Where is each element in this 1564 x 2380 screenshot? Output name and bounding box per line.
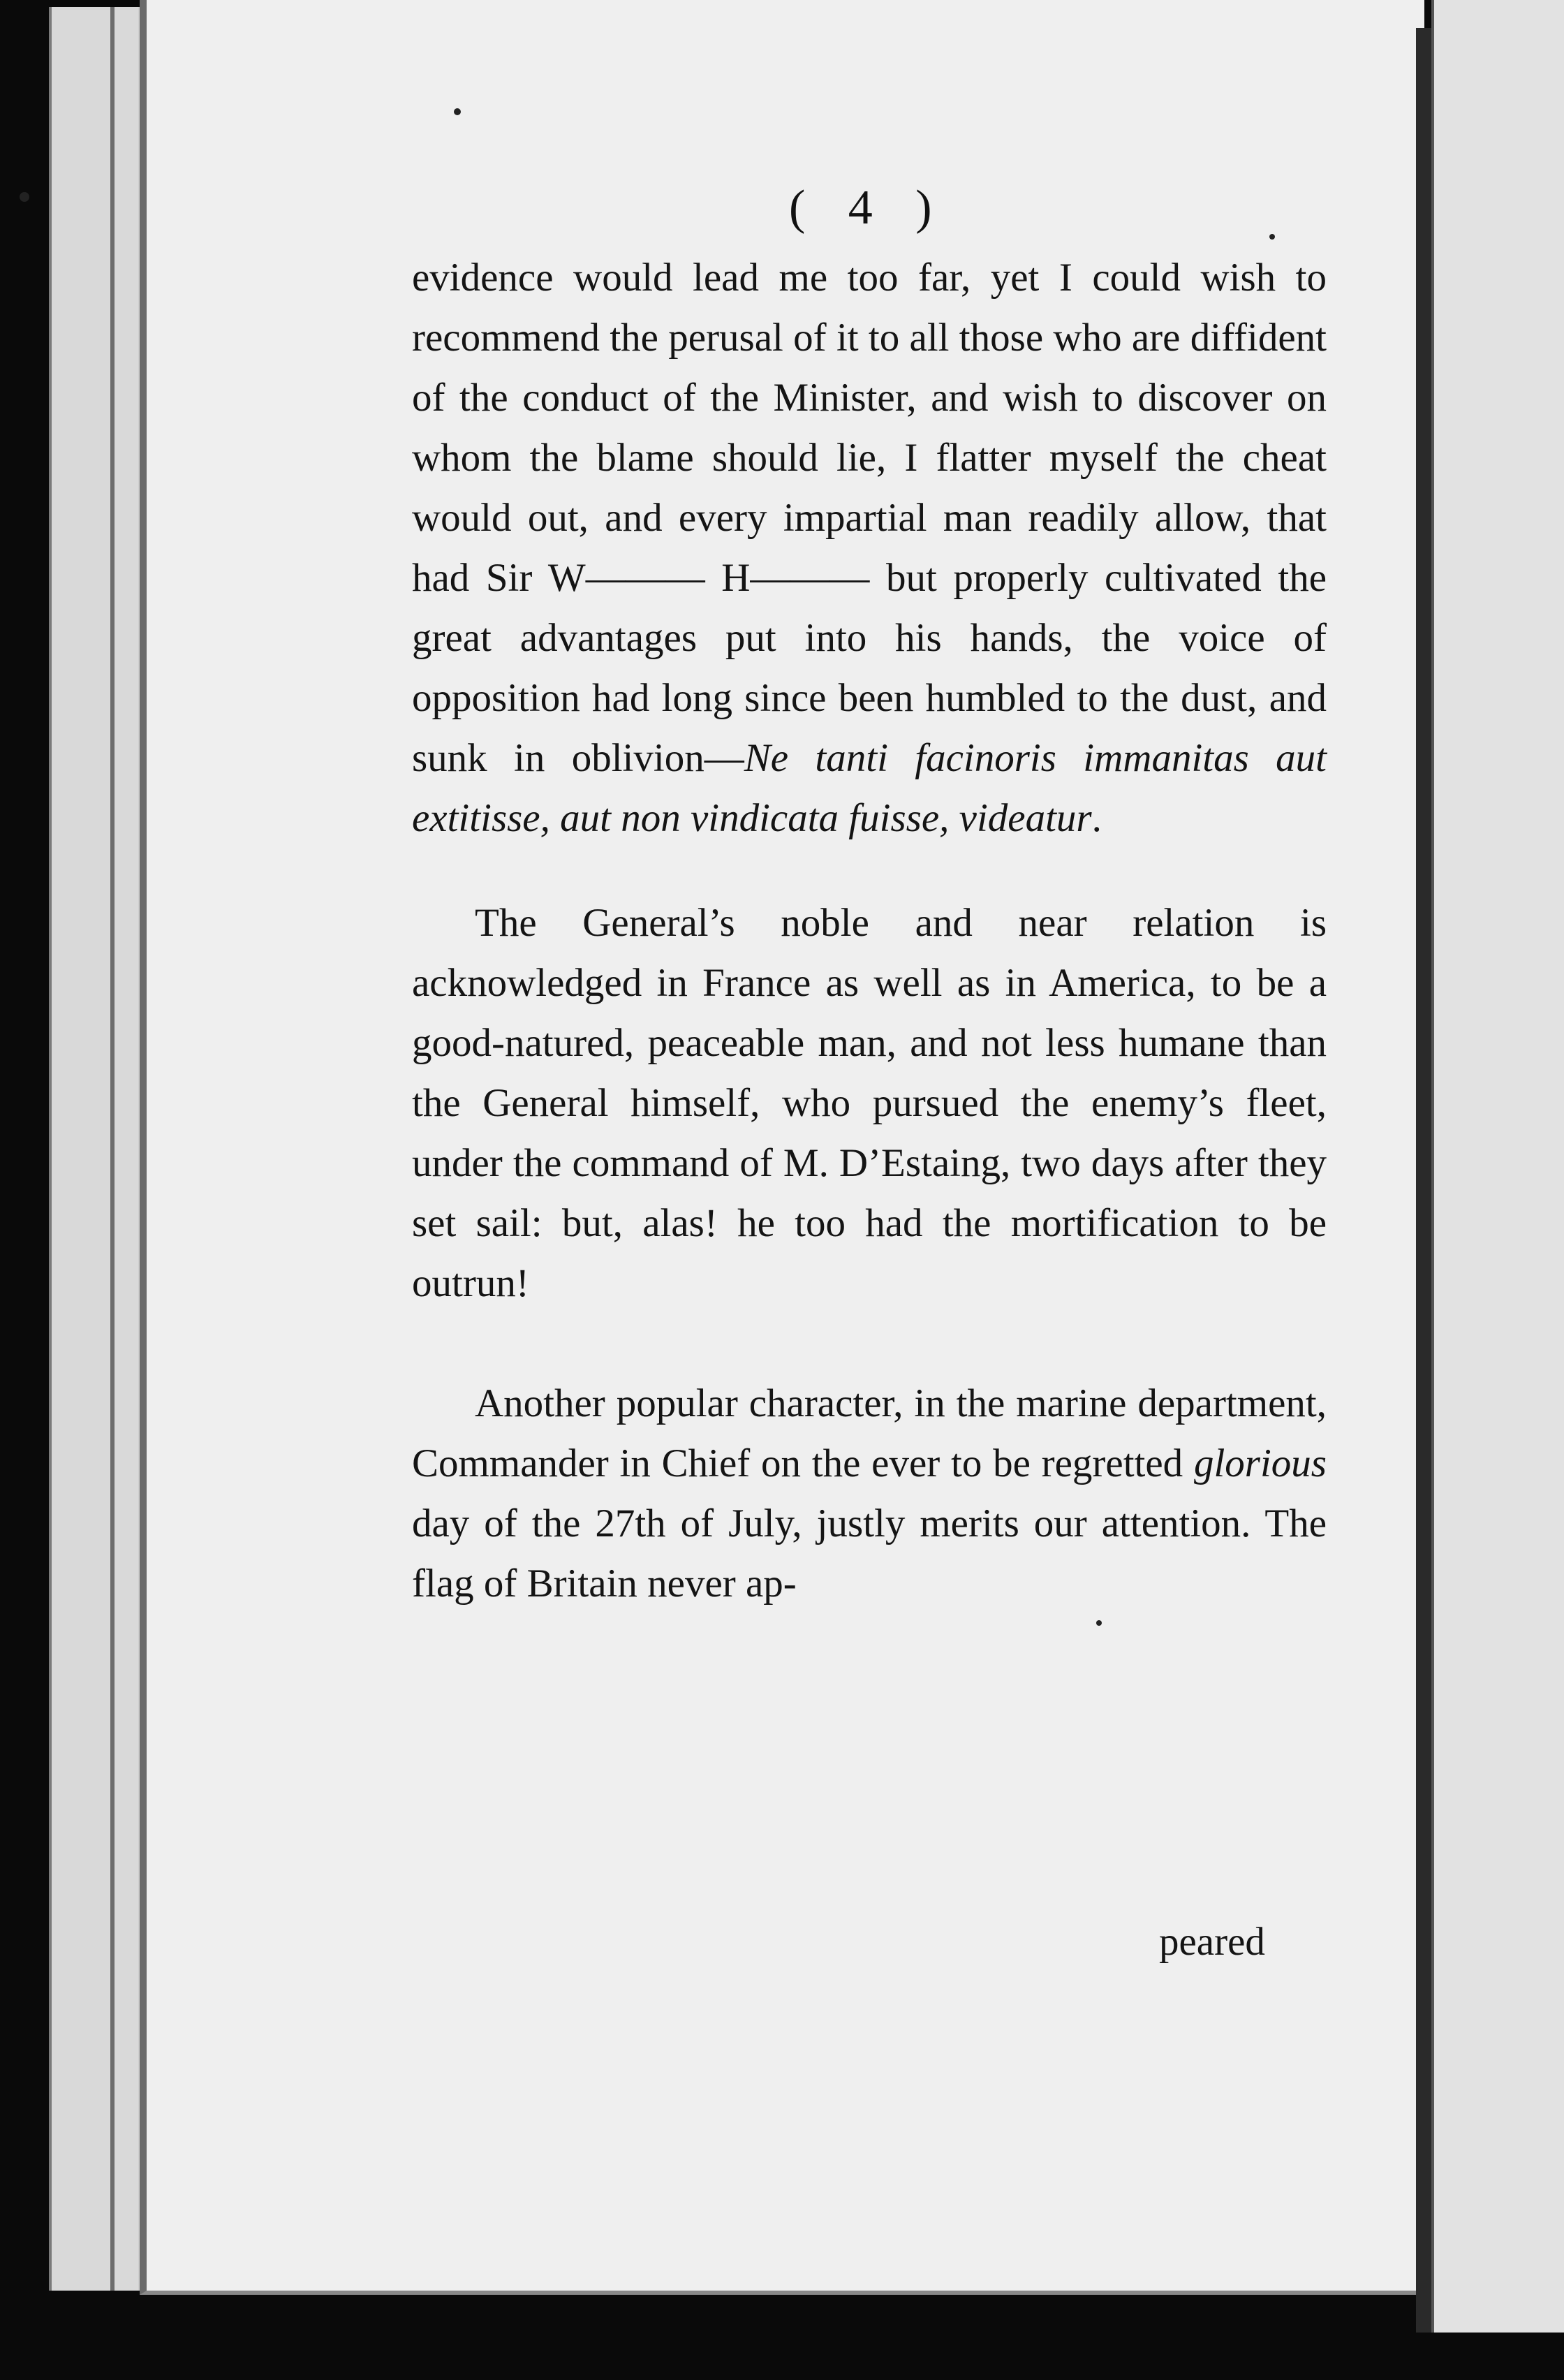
paragraph-3	[412, 1374, 1327, 1614]
page-number: ( 4 )	[789, 181, 947, 235]
facing-page-edge	[1431, 0, 1564, 2333]
paragraph-3-italic-word: glorious	[1193, 1441, 1327, 1485]
ink-speck	[454, 108, 461, 115]
body-text	[412, 248, 1327, 1614]
paragraph-1-text: evidence would lead me too far, yet I could wish to recommend the perusal of it to all those who are diffident of the conduct of the Minister, and wish to discover on whom the blame should lie, I flatter myself the cheat would out, and every impartial man readily allow, that had Sir W——— H——— but properly cultivated the great advantages put into his hands, the voice of opposition had long since been humbled to the dust, and sunk in oblivion—	[412, 256, 1327, 780]
paragraph-1-end: .	[1091, 796, 1102, 840]
catchword: peared	[1159, 1920, 1265, 1964]
latin-quotation: Ne tanti facinoris immanitas aut extitisse, aut non vindicata fuisse, videatur	[412, 736, 1327, 840]
ink-speck	[1096, 1620, 1102, 1626]
paragraph-3-text: Another popular character, in the marine department, Commander in Chief on the ever to be regretted	[412, 1381, 1327, 1485]
paragraph-3-end: day of the 27th of July, justly merits our attention. The flag of Britain never ap-	[412, 1501, 1327, 1606]
ink-speck	[1269, 234, 1275, 240]
paragraph-2: The General’s noble and near relation is acknowledged in France as well as in America, to be a good-natured, peaceable man, and not less humane than the General himself, who pursued the enemy’s fleet, under the command of M. D’Estaing, two days after they set sail: but, alas! he too had the mortification to be outrun!	[412, 901, 1327, 1305]
ink-speck	[20, 192, 29, 202]
book-gutter	[1416, 28, 1431, 2333]
paragraph-1	[412, 248, 1327, 849]
